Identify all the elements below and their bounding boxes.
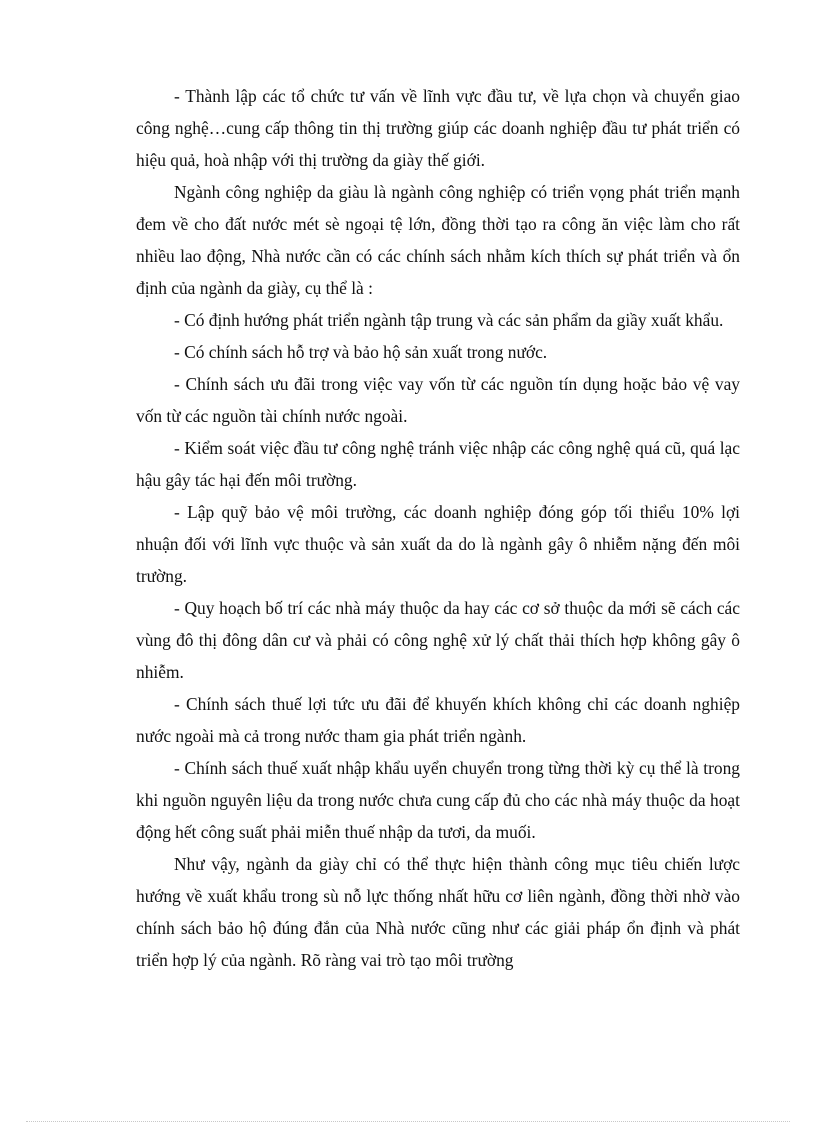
paragraph-industry-outlook: Ngành công nghiệp da giàu là ngành công nghiệp có triển vọng phát triển mạnh đem về cho đất nước mét sè ngoại tệ lớn, đồng thời tạo ra công ăn việc làm cho rất nhiều lao động, Nhà nước cần có các chính sách nhằm kích thích sự phát triển và ổn định của ngành da giày, cụ thể là : <box>136 182 740 298</box>
paragraph-technology-control: - Kiểm soát việc đầu tư công nghệ tránh việc nhập các công nghệ quá cũ, quá lạc hậu gây tác hại đến môi trường. <box>136 438 740 490</box>
paragraph-import-export-tax: - Chính sách thuế xuất nhập khẩu uyển chuyển trong từng thời kỳ cụ thể là trong khi nguồn nguyên liệu da trong nước chưa cung cấp đủ cho các nhà máy thuộc da hoạt động hết công suất phải miễn thuế nhập da tươi, da muối. <box>136 758 740 842</box>
paragraph-development-orientation: - Có định hướng phát triển ngành tập trung và các sản phẩm da giầy xuất khẩu. <box>174 310 724 330</box>
document-body <box>136 80 740 976</box>
paragraph-tannery-planning: - Quy hoạch bố trí các nhà máy thuộc da hay các cơ sở thuộc da mới sẽ cách các vùng đô thị đông dân cư và phải có công nghệ xử lý chất thải thích hợp không gây ô nhiễm. <box>136 598 740 682</box>
paragraph-environment-fund: - Lập quỹ bảo vệ môi trường, các doanh nghiệp đóng góp tối thiểu 10% lợi nhuận đối với lĩnh vực thuộc và sản xuất da do là ngành gây ô nhiễm nặng đến môi trường. <box>136 502 740 586</box>
paragraph-profit-tax: - Chính sách thuế lợi tức ưu đãi để khuyến khích không chỉ các doanh nghiệp nước ngoài mà cả trong nước tham gia phát triển ngành. <box>136 694 740 746</box>
page-bottom-divider <box>26 1121 790 1122</box>
paragraph-consulting-organizations: - Thành lập các tổ chức tư vấn về lĩnh vực đầu tư, về lựa chọn và chuyển giao công nghệ…cung cấp thông tin thị trường giúp các doanh nghiệp đầu tư phát triển có hiệu quả, hoà nhập với thị trường da giày thế giới. <box>136 86 740 170</box>
paragraph-domestic-support: - Có chính sách hỗ trợ và bảo hộ sản xuất trong nước. <box>174 342 548 362</box>
paragraph-loan-incentives: - Chính sách ưu đãi trong việc vay vốn từ các nguồn tín dụng hoặc bảo vệ vay vốn từ các nguồn tài chính nước ngoài. <box>136 374 740 426</box>
paragraph-conclusion: Như vậy, ngành da giày chỉ có thể thực hiện thành công mục tiêu chiến lược hướng về xuất khẩu trong sù nỗ lực thống nhất hữu cơ liên ngành, đồng thời nhờ vào chính sách bảo hộ đúng đắn của Nhà nước cũng như các giải pháp ổn định và phát triển hợp lý của ngành. Rõ ràng vai trò tạo môi trường <box>136 854 740 970</box>
